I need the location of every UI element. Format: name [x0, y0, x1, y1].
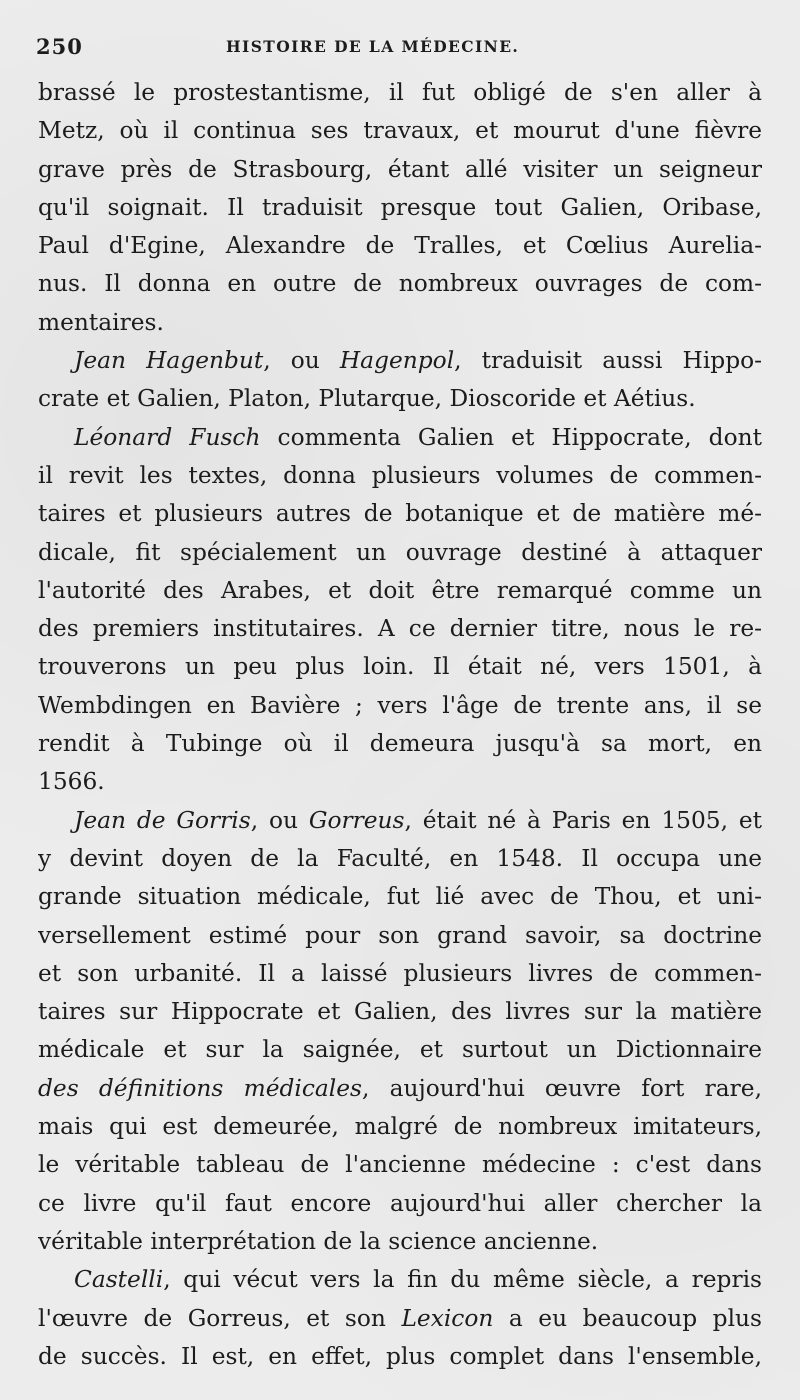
text-segment: il revit les textes, donna plusieurs volumes de commen-	[38, 461, 762, 489]
text-line	[38, 1108, 762, 1146]
text-segment: mais qui est demeurée, malgré de nombreux imitateurs,	[38, 1113, 762, 1141]
text-segment: versellement estimé pour son grand savoir, sa doctrine	[38, 921, 762, 949]
text-segment: l'œuvre de Gorreus, et son	[38, 1304, 402, 1332]
text-segment: trouverons un peu plus loin. Il était né, vers 1501, à	[38, 653, 762, 681]
text-line	[38, 725, 762, 763]
text-line	[38, 189, 762, 227]
text-line	[38, 1261, 762, 1299]
text-line	[38, 955, 762, 993]
text-line	[38, 534, 762, 572]
text-line	[38, 342, 762, 380]
text-line	[38, 1300, 762, 1338]
text-line	[38, 802, 762, 840]
text-segment: de succès. Il est, en effet, plus complet dans l'ensemble,	[38, 1342, 762, 1370]
text-segment: médicale et sur la saignée, et surtout un Dictionnaire	[38, 1036, 762, 1064]
text-segment: le véritable tableau de l'ancienne médecine : c'est dans	[38, 1151, 762, 1179]
text-segment: , ou	[263, 347, 340, 375]
running-head	[36, 34, 764, 60]
text-line	[38, 840, 762, 878]
text-segment: rendit à Tubinge où il demeura jusqu'à sa mort, en	[38, 730, 762, 758]
italic-text: des définitions médicales	[38, 1074, 362, 1102]
text-line	[38, 419, 762, 457]
text-segment: des premiers institutaires. A ce dernier titre, nous le re-	[38, 615, 762, 643]
text-line	[38, 74, 762, 112]
text-segment: brassé le prostestantisme, il fut obligé de s'en aller à	[38, 79, 762, 106]
text-line	[38, 112, 762, 150]
text-segment: crate et Galien, Platon, Plutarque, Dioscoride et Aétius.	[38, 385, 696, 413]
text-line	[38, 687, 762, 725]
text-segment: taires sur Hippocrate et Galien, des livres sur la matière	[38, 998, 762, 1026]
text-line	[38, 304, 762, 342]
italic-text: Jean Hagenbut	[74, 347, 264, 375]
text-line	[38, 993, 762, 1031]
italic-text: Castelli	[74, 1266, 164, 1294]
text-line	[38, 763, 762, 801]
text-line	[38, 1031, 762, 1069]
text-segment: , qui vécut vers la fin du même siècle, a repris	[163, 1266, 762, 1294]
text-line	[38, 1146, 762, 1184]
body-text	[38, 74, 762, 1376]
text-line	[38, 457, 762, 495]
text-segment: Wembdingen en Bavière ; vers l'âge de trente ans, il se	[38, 691, 762, 719]
text-segment: , aujourd'hui œuvre fort rare,	[361, 1074, 762, 1102]
italic-text: Jean de Gorris	[74, 806, 251, 834]
text-line	[38, 648, 762, 686]
italic-text: Hagenpol	[339, 347, 455, 375]
text-segment: , ou	[250, 806, 309, 834]
text-segment: l'autorité des Arabes, et doit être remarqué comme un	[38, 576, 762, 604]
text-line	[38, 151, 762, 189]
italic-text: Lexicon	[401, 1304, 494, 1332]
text-line	[38, 917, 762, 955]
text-segment: grande situation médicale, fut lié avec de Thou, et uni-	[38, 883, 762, 911]
text-segment: , traduisit aussi Hippo-	[454, 347, 762, 375]
text-line	[38, 572, 762, 610]
text-segment: grave près de Strasbourg, étant allé visiter un seigneur	[38, 155, 762, 183]
text-segment: mentaires.	[38, 308, 164, 336]
running-title: HISTOIRE DE LA MÉDECINE.	[226, 37, 520, 56]
text-line	[38, 610, 762, 648]
text-segment: taires et plusieurs autres de botanique et de matière mé-	[38, 500, 762, 528]
italic-text: Gorreus	[308, 806, 405, 834]
text-line	[38, 227, 762, 265]
text-line	[38, 1223, 762, 1261]
page-number: 250	[36, 34, 83, 59]
text-line	[38, 380, 762, 418]
text-line	[38, 265, 762, 303]
text-segment: dicale, fit spécialement un ouvrage destiné à attaquer	[38, 538, 762, 566]
text-segment: Paul d'Egine, Alexandre de Tralles, et Cœlius Aurelia-	[38, 232, 762, 260]
text-segment: véritable interprétation de la science ancienne.	[38, 1227, 599, 1255]
text-segment: et son urbanité. Il a laissé plusieurs livres de commen-	[38, 959, 762, 987]
text-segment: commenta Galien et Hippocrate, dont	[260, 423, 762, 451]
text-line	[38, 495, 762, 533]
text-segment: y devint doyen de la Faculté, en 1548. Il occupa une	[38, 844, 762, 872]
text-line	[38, 1070, 762, 1108]
text-segment: nus. Il donna en outre de nombreux ouvrages de com-	[38, 270, 762, 298]
text-line	[38, 1338, 762, 1376]
text-line	[38, 878, 762, 916]
text-segment: 1566.	[38, 768, 105, 796]
text-line	[38, 1185, 762, 1223]
text-segment: a eu beaucoup plus	[493, 1304, 762, 1332]
text-segment: , était né à Paris en 1505, et	[404, 806, 762, 834]
text-segment: qu'il soignait. Il traduisit presque tout Galien, Oribase,	[38, 193, 762, 221]
text-segment: ce livre qu'il faut encore aujourd'hui aller chercher la	[38, 1189, 762, 1217]
text-segment: Metz, où il continua ses travaux, et mourut d'une fièvre	[38, 117, 762, 145]
italic-text: Léonard Fusch	[74, 423, 261, 451]
